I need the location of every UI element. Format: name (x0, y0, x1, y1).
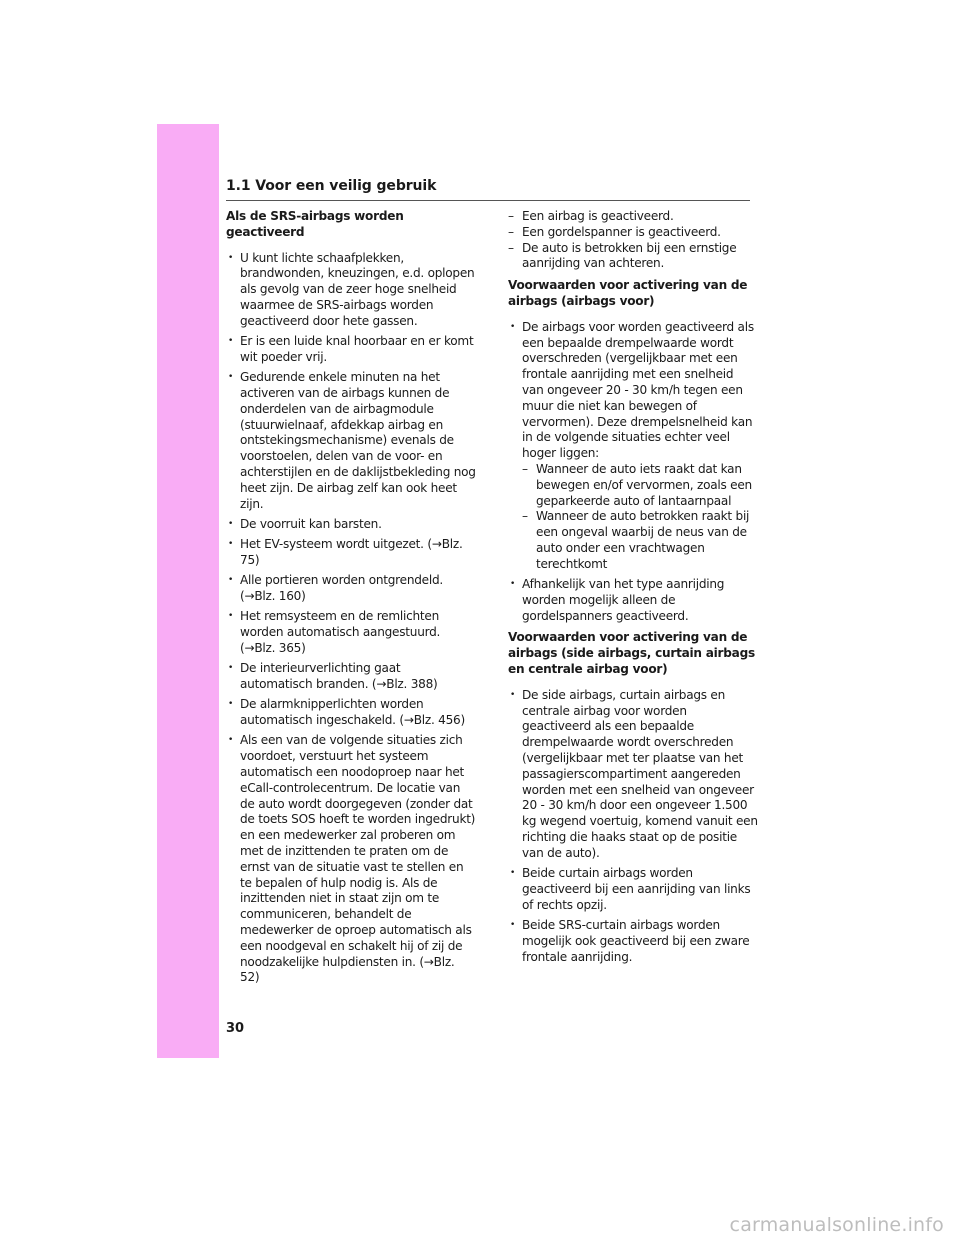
ecall-conditions-list (508, 209, 758, 272)
list-item: • Alle portieren worden ontgrendeld. (→Blz. 160) (226, 573, 476, 605)
watermark: carmanualsonline.info (729, 1214, 944, 1236)
right-column (508, 209, 758, 970)
list-item: – Een airbag is geactiveerd. (508, 209, 758, 225)
side-curtain-airbag-conditions-list (508, 688, 758, 966)
list-item: – Een gordelspanner is geactiveerd. (508, 225, 758, 241)
list-item: – Wanneer de auto betrokken raakt bij een ongeval waarbij de neus van de auto onder een vrachtwagen terechtkomt (522, 509, 758, 572)
left-column (226, 209, 476, 991)
list-item: – De auto is betrokken bij een ernstige aanrijding van achteren. (508, 241, 758, 273)
list-item: • Beide curtain airbags worden geactiveerd bij een aanrijding van links of rechts opzij. (508, 866, 758, 913)
front-airbag-conditions-list (508, 320, 758, 625)
airbag-effects-list (226, 251, 476, 987)
list-item (508, 320, 758, 573)
list-item: • Afhankelijk van het type aanrijding worden mogelijk alleen de gordelspanners geactiveerd. (508, 577, 758, 624)
list-item: • De side airbags, curtain airbags en centrale airbag voor worden geactiveerd als een bepaalde drempelwaarde wordt overschreden (vergelijkbaar met ter plaatse van het passagierscompartiment aangereden worden met een snelheid van ongeveer 20 - 30 km/h door een ongeveer 1.500 kg wegend voertuig, komend vanuit een richting die haaks staat op de positie van de auto). (508, 688, 758, 862)
list-item: • Het EV-systeem wordt uitgezet. (→Blz. 75) (226, 537, 476, 569)
list-item: • Het remsysteem en de remlichten worden automatisch aangestuurd. (→Blz. 365) (226, 609, 476, 656)
list-item: • Er is een luide knal hoorbaar en er komt wit poeder vrij. (226, 334, 476, 366)
heading-airbags-activated: Als de SRS-airbags worden geactiveerd (226, 209, 404, 239)
pink-sidebar-tab (157, 124, 219, 1058)
list-item: – Wanneer de auto iets raakt dat kan bewegen en/of vervormen, zoals een geparkeerde auto of lantaarnpaal (522, 462, 758, 509)
heading-front-airbag-conditions: Voorwaarden voor activering van de airbags (airbags voor) (508, 278, 748, 308)
list-item: • U kunt lichte schaafplekken, brandwonden, kneuzingen, e.d. oplopen als gevolg van de zeer hoge snelheid waarmee de SRS-airbags worden geactiveerd door hete gassen. (226, 251, 476, 330)
list-item: • Gedurende enkele minuten na het activeren van de airbags kunnen de onderdelen van de airbagmodule (stuurwielnaaf, afdekkap airbag en ontstekingsmechanisme) evenals de voorstoelen, delen van de voor- en achterstijlen en de daklijstbekleding nog heet zijn. De airbag zelf kan ook heet zijn. (226, 370, 476, 512)
list-item-text: De airbags voor worden geactiveerd als een bepaalde drempelwaarde wordt overschreden (vergelijkbaar met een frontale aanrijding met een snelheid van ongeveer 20 - 30 km/h tegen een muur die niet kan bewegen of vervormen). Deze drempelsnelheid kan in de volgende situaties echter veel hoger liggen: (522, 319, 754, 461)
list-item: • De voorruit kan barsten. (226, 517, 476, 533)
list-item: • De interieurverlichting gaat automatisch branden. (→Blz. 388) (226, 661, 476, 693)
page-number: 30 (226, 1021, 245, 1036)
list-item: • Als een van de volgende situaties zich voordoet, verstuurt het systeem automatisch een noodoproep naar het eCall-controlecentrum. De locatie van de auto wordt doorgegeven (zonder dat de toets SOS hoeft te worden ingedrukt) en een medewerker zal proberen om met de inzittenden te praten om de ernst van de situatie vast te stellen en te bepalen of hulp nodig is. Als de inzittenden niet in staat zijn om te communiceren, behandelt de medewerker de oproep automatisch als een noodgeval en schakelt hij of zij de noodzakelijke hulpdiensten in. (→Blz. 52) (226, 733, 476, 986)
list-item: • Beide SRS-curtain airbags worden mogelijk ook geactiveerd bij een zware frontale aanrijding. (508, 918, 758, 965)
threshold-exceptions-list (522, 462, 758, 573)
header-divider (226, 200, 750, 201)
heading-side-curtain-airbag-conditions: Voorwaarden voor activering van de airbags (side airbags, curtain airbags en centrale airbag voor) (508, 630, 755, 677)
list-item: • De alarmknipperlichten worden automatisch ingeschakeld. (→Blz. 456) (226, 697, 476, 729)
section-header: 1.1 Voor een veilig gebruik (226, 178, 437, 194)
